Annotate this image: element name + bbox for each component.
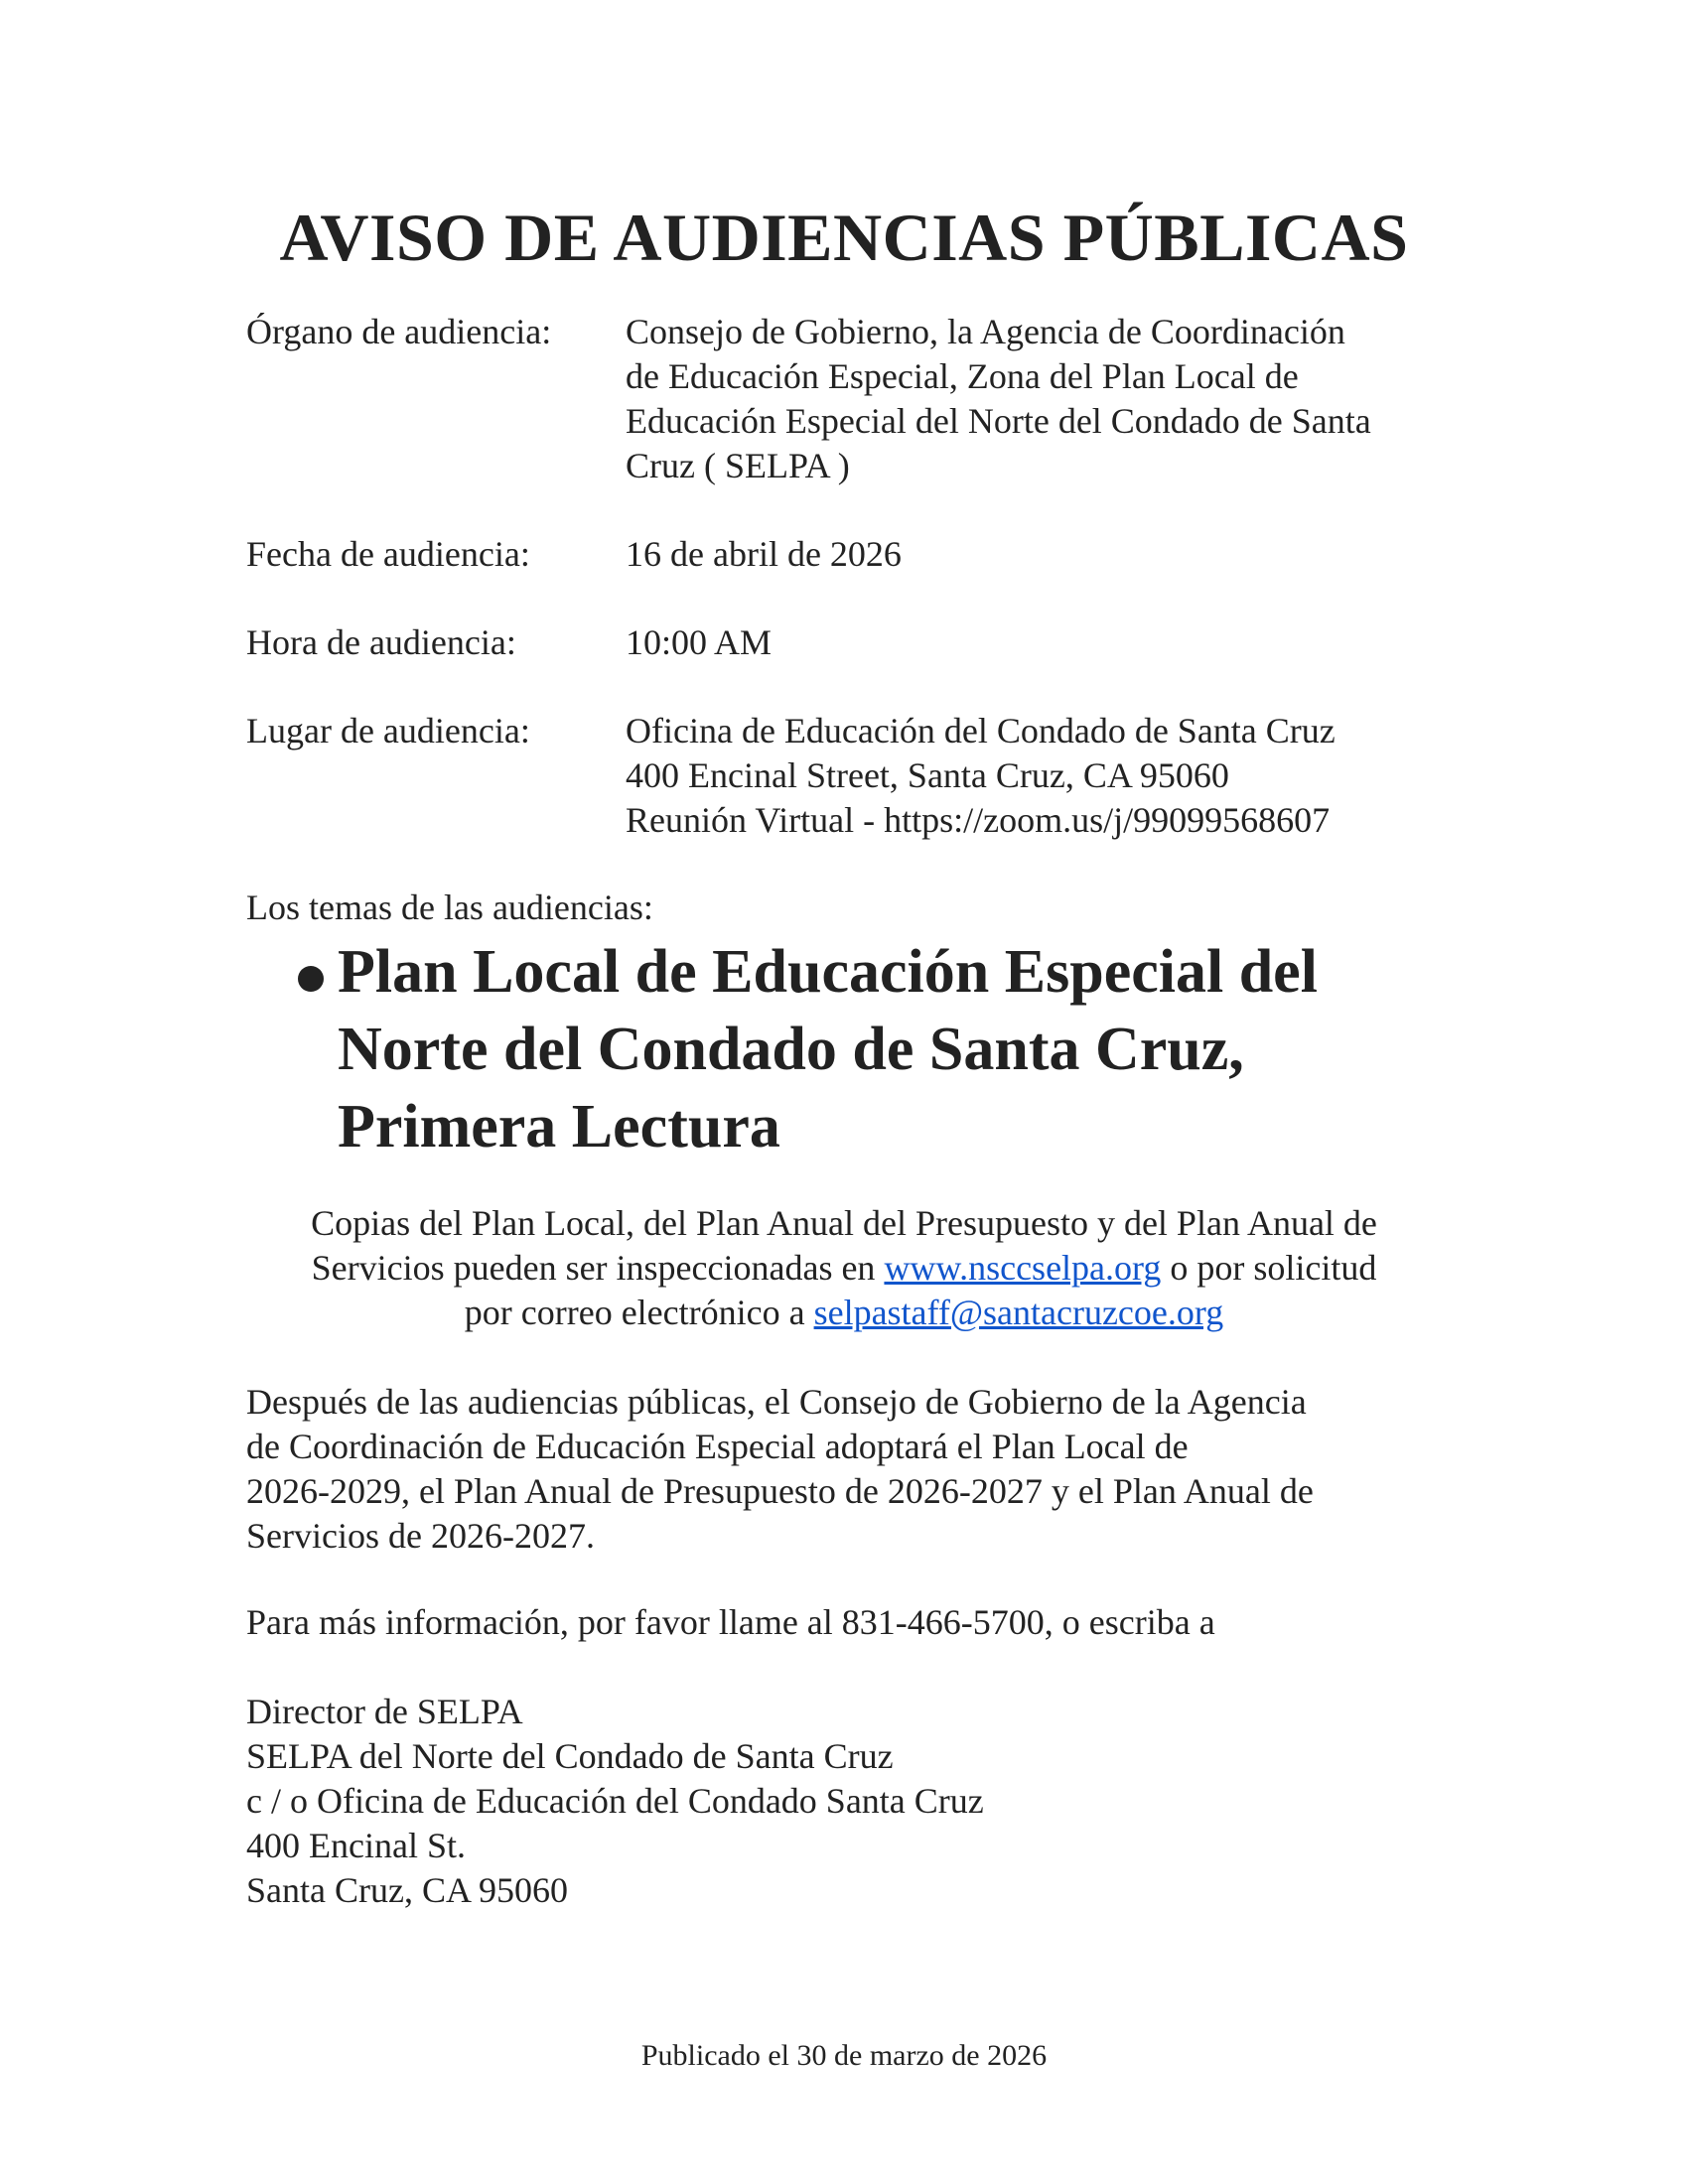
bullet-icon (298, 966, 324, 992)
after-hearings-line: de Coordinación de Educación Especial adoptará el Plan Local de (246, 1427, 1189, 1466)
copies-line-suffix: o por solicitud (1161, 1248, 1377, 1288)
copies-line-prefix: por correo electrónico a (464, 1293, 814, 1332)
email-link[interactable]: selpastaff@santacruzcoe.org (813, 1293, 1224, 1332)
page-title: AVISO DE AUDIENCIAS PÚBLICAS (279, 200, 1409, 275)
contact-address (246, 1690, 984, 1913)
hearing-organ-row (246, 310, 1458, 488)
hearing-date-row (246, 532, 1458, 577)
hearing-place-value (626, 709, 1458, 843)
topic-list-item (298, 933, 1440, 1165)
after-hearings-paragraph (246, 1380, 1468, 1559)
hearing-organ-line: Cruz ( SELPA ) (626, 446, 850, 485)
address-line: SELPA del Norte del Condado de Santa Cruz (246, 1736, 894, 1776)
hearing-place-line: Oficina de Educación del Condado de Santa Cruz (626, 711, 1336, 751)
more-info-text: Para más información, por favor llame al 831-466-5700, o escriba a (246, 1602, 1215, 1642)
hearing-date-label: Fecha de audiencia: (246, 534, 530, 574)
after-hearings-line: Después de las audiencias públicas, el Consejo de Gobierno de la Agencia (246, 1382, 1307, 1422)
topic-line: Plan Local de Educación Especial del (338, 938, 1318, 1006)
website-link[interactable]: www.nsccselpa.org (884, 1248, 1162, 1288)
hearing-place-line: 400 Encinal Street, Santa Cruz, CA 95060 (626, 755, 1229, 795)
copies-paragraph (199, 1201, 1489, 1335)
after-hearings-line: 2026-2029, el Plan Anual de Presupuesto de 2026-2027 y el Plan Anual de (246, 1471, 1314, 1511)
address-line: Santa Cruz, CA 95060 (246, 1870, 568, 1910)
copies-line: Copias del Plan Local, del Plan Anual del Presupuesto y del Plan Anual de (311, 1203, 1377, 1243)
topic-text (338, 933, 1318, 1165)
address-line: Director de SELPA (246, 1692, 523, 1731)
hearing-organ-line: Educación Especial del Norte del Condado de Santa (626, 401, 1371, 441)
hearing-time-row (246, 620, 1458, 665)
topics-intro: Los temas de las audiencias: (246, 887, 653, 927)
topic-line: Primera Lectura (338, 1093, 780, 1160)
hearing-organ-label: Órgano de audiencia: (246, 312, 552, 351)
hearing-organ-value (626, 310, 1458, 488)
hearing-organ-line: de Educación Especial, Zona del Plan Local de (626, 356, 1299, 396)
hearing-place-row (246, 709, 1458, 843)
hearing-place-line: Reunión Virtual - https://zoom.us/j/99099568607 (626, 800, 1331, 840)
address-line: c / o Oficina de Educación del Condado Santa Cruz (246, 1781, 984, 1821)
hearing-time-value: 10:00 AM (626, 622, 773, 662)
hearing-organ-line: Consejo de Gobierno, la Agencia de Coordinación (626, 312, 1345, 351)
published-date: Publicado el 30 de marzo de 2026 (640, 2039, 1048, 2072)
hearing-place-label: Lugar de audiencia: (246, 711, 530, 751)
copies-line-prefix: Servicios pueden ser inspeccionadas en (311, 1248, 885, 1288)
hearing-time-label: Hora de audiencia: (246, 622, 516, 662)
after-hearings-line: Servicios de 2026-2027. (246, 1516, 595, 1556)
hearing-date-value: 16 de abril de 2026 (626, 534, 902, 574)
copies-line (199, 1246, 1489, 1291)
address-line: 400 Encinal St. (246, 1826, 466, 1865)
topic-line: Norte del Condado de Santa Cruz, (338, 1016, 1244, 1083)
hearing-info-table (246, 310, 1458, 887)
copies-line (199, 1291, 1489, 1335)
